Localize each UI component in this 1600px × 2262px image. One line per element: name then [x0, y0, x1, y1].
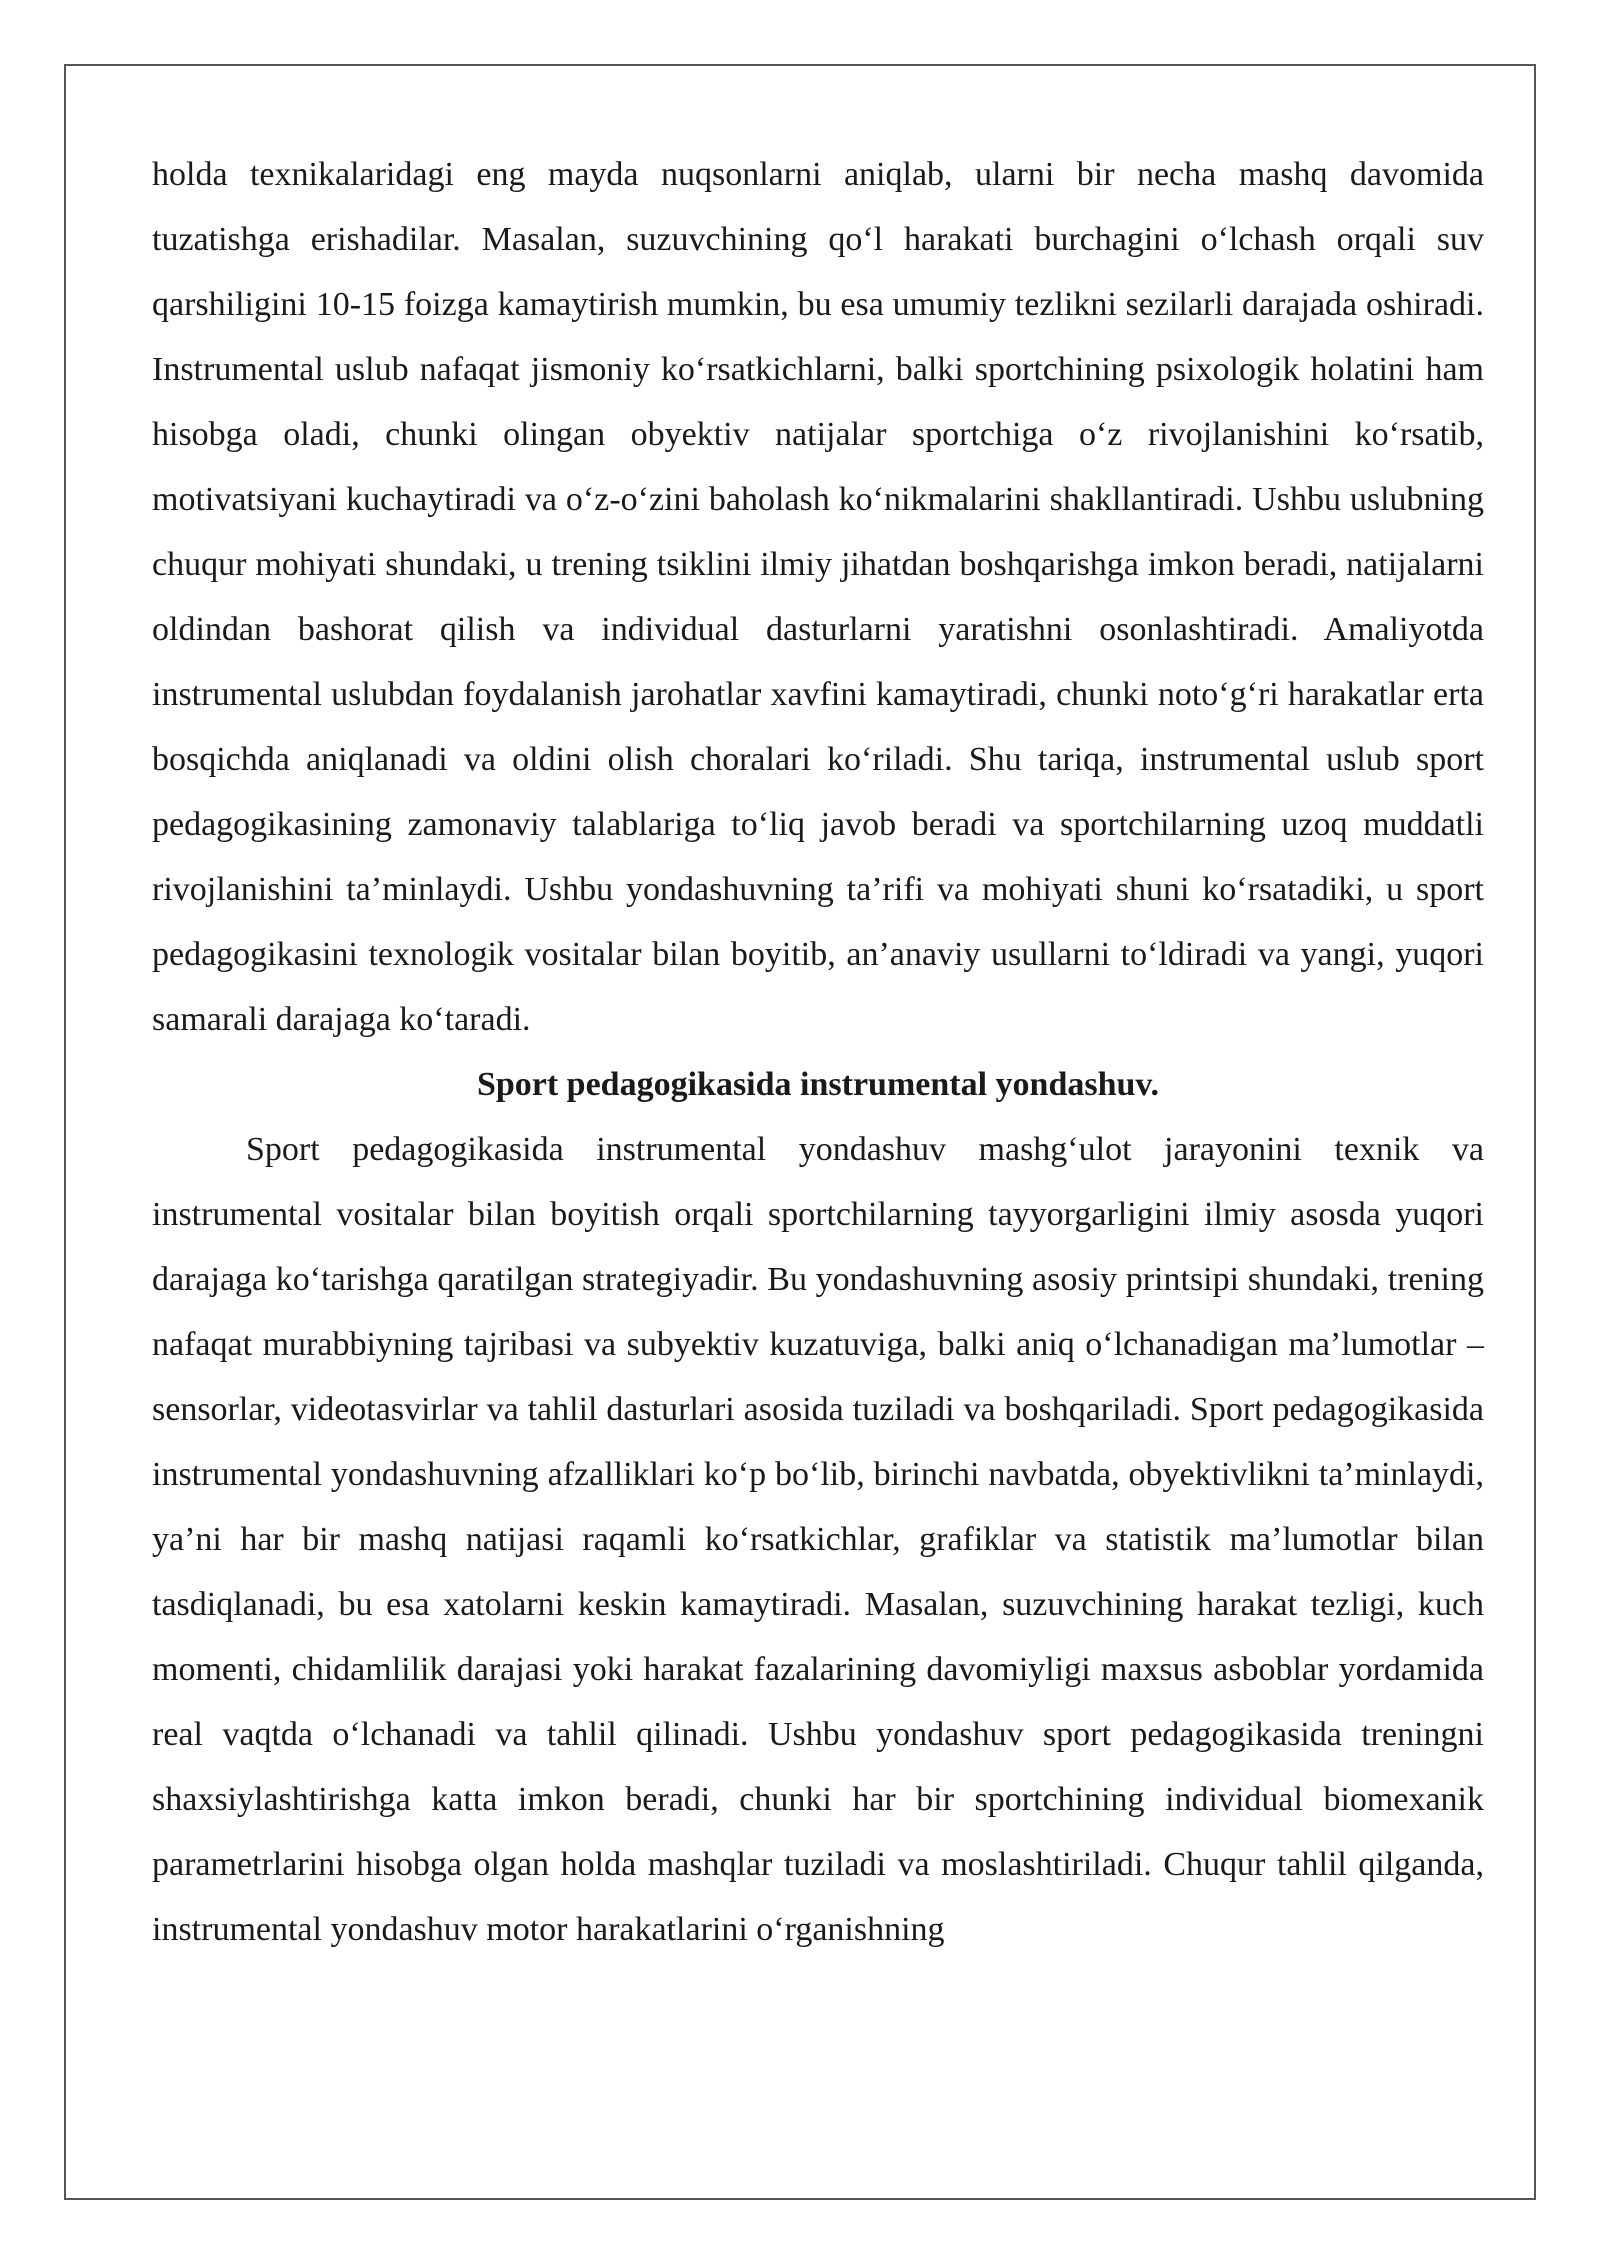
section-heading: Sport pedagogikasida instrumental yondashuv. [476, 1066, 1160, 1103]
body-paragraph-continued: holda texnikalaridagi eng mayda nuqsonlarni aniqlab, ularni bir necha mashq davomida tuzatishga erishadilar. Masalan, suzuvchining qo‘l harakati burchagini o‘lchash orqali suv qarshiligini 10-15 foizga kamaytirish mumkin, bu esa umumiy tezlikni sezilarli darajada oshiradi. Instrumental uslub nafaqat jismoniy ko‘rsatkichlarni, balki sportchining psixologik holatini ham hisobga oladi, chunki olingan obyektiv natijalar sportchiga o‘z rivojlanishini ko‘rsatib, motivatsiyani kuchaytiradi va o‘z-o‘zini baholash ko‘nikmalarini shakllantiradi. Ushbu uslubning chuqur mohiyati shundaki, u trening tsiklini ilmiy jihatdan boshqarishga imkon beradi, natijalarni oldindan bashorat qilish va individual dasturlarni yaratishni osonlashtiradi. Amaliyotda instrumental uslubdan foydalanish jarohatlar xavfini kamaytiradi, chunki noto‘g‘ri harakatlar erta bosqichda aniqlanadi va oldini olish choralari ko‘riladi. Shu tariqa, instrumental uslub sport pedagogikasining zamonaviy talablariga to‘liq javob beradi va sportchilarning uzoq muddatli rivojlanishini ta’minlaydi. Ushbu yondashuvning ta’rifi va mohiyati shuni ko‘rsatadiki, u sport pedagogikasini texnologik vositalar bilan boyitib, an’anaviy usullarni to‘ldiradi va yangi, yuqori samarali darajaga ko‘taradi. [152, 156, 1484, 1038]
body-paragraph: Sport pedagogikasida instrumental yondashuv mashg‘ulot jarayonini texnik va instrumental vositalar bilan boyitish orqali sportchilarning tayyorgarligini ilmiy asosda yuqori darajaga ko‘tarishga qaratilgan strategiyadir. Bu yondashuvning asosiy printsipi shundaki, trening nafaqat murabbiyning tajribasi va subyektiv kuzatuviga, balki aniq o‘lchanadigan ma’lumotlar – sensorlar, videotasvirlar va tahlil dasturlari asosida tuziladi va boshqariladi. Sport pedagogikasida instrumental yondashuvning afzalliklari ko‘p bo‘lib, birinchi navbatda, obyektivlikni ta’minlaydi, ya’ni har bir mashq natijasi raqamli ko‘rsatkichlar, grafiklar va statistik ma’lumotlar bilan tasdiqlanadi, bu esa xatolarni keskin kamaytiradi. Masalan, suzuvchining harakat tezligi, kuch momenti, chidamlilik darajasi yoki harakat fazalarining davomiyligi maxsus asboblar yordamida real vaqtda o‘lchanadi va tahlil qilinadi. Ushbu yondashuv sport pedagogikasida treningni shaxsiylashtirishga katta imkon beradi, chunki har bir sportchining individual biomexanik parametrlarini hisobga olgan holda mashqlar tuziladi va moslashtiriladi. Chuqur tahlil qilganda, instrumental yondashuv motor harakatlarini o‘rganishning [152, 1131, 1484, 1948]
document-body [152, 142, 1484, 1962]
